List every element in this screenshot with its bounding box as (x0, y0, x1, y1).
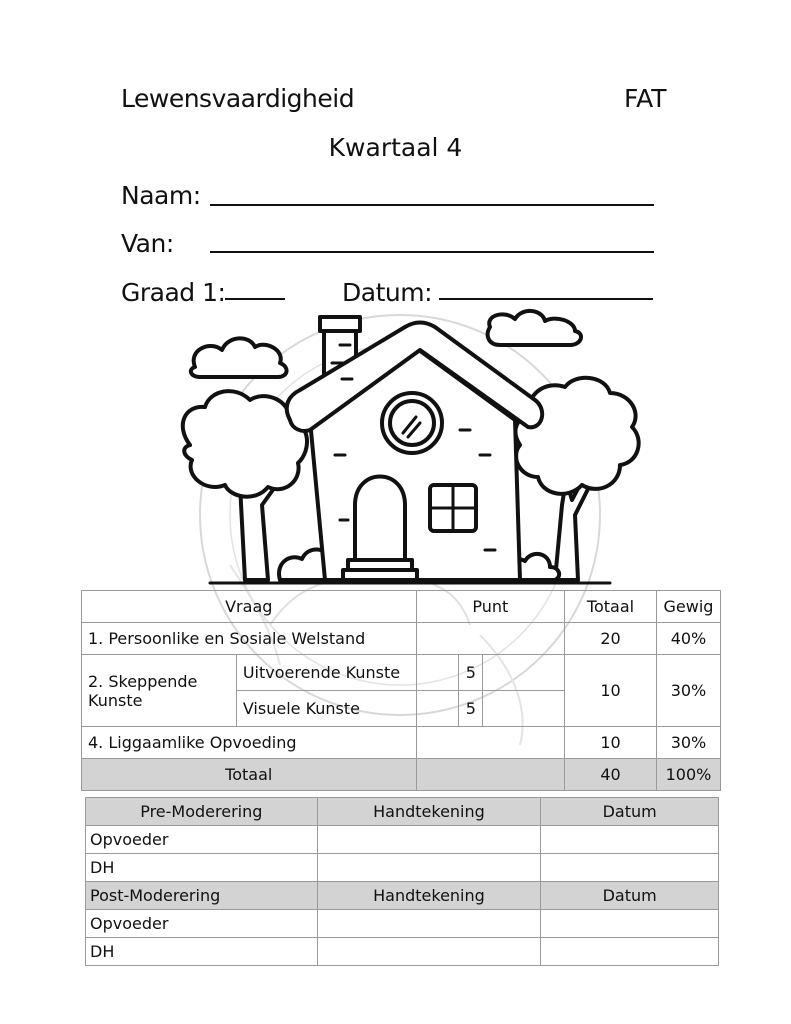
house-illustration-icon (150, 305, 650, 595)
table-row (86, 854, 719, 882)
total-label: Totaal (82, 759, 417, 791)
header-points: Punt (416, 591, 565, 623)
question-cell: 4. Liggaamlike Opvoeding (82, 727, 417, 759)
total-row (82, 759, 721, 791)
total-points-cell[interactable] (416, 759, 565, 791)
date-label: Datum: (342, 278, 432, 307)
grand-weight-cell: 100% (656, 759, 720, 791)
signature-header: Handtekening (317, 798, 541, 826)
header-weight: Gewig (656, 591, 720, 623)
weight-cell: 30% (656, 727, 720, 759)
grade-line[interactable] (225, 298, 285, 300)
marks-table (81, 590, 721, 791)
table-row (86, 910, 719, 938)
signature-cell[interactable] (317, 826, 541, 854)
moderation-table (85, 797, 719, 966)
subsection-cell: Visuele Kunste (236, 691, 416, 727)
date-cell[interactable] (541, 854, 719, 882)
surname-label: Van: (121, 229, 174, 258)
pre-moderation-label: Pre-Moderering (86, 798, 318, 826)
signature-cell[interactable] (317, 910, 541, 938)
date-header: Datum (541, 882, 719, 910)
table-row (82, 655, 721, 691)
points-right-cell (483, 655, 565, 691)
header-total: Totaal (565, 591, 657, 623)
points-left-cell (416, 655, 459, 691)
total-cell: 20 (565, 623, 657, 655)
points-cell: 5 (459, 691, 483, 727)
subject-title: Lewensvaardigheid (121, 84, 355, 113)
table-header-row (82, 591, 721, 623)
surname-line[interactable] (210, 251, 654, 253)
grand-total-cell: 40 (565, 759, 657, 791)
date-cell[interactable] (541, 938, 719, 966)
signature-cell[interactable] (317, 938, 541, 966)
educator-label: Opvoeder (86, 826, 318, 854)
date-header: Datum (541, 798, 719, 826)
date-cell[interactable] (541, 826, 719, 854)
weight-cell: 40% (656, 623, 720, 655)
term-title: Kwartaal 4 (328, 133, 463, 162)
points-cell[interactable] (416, 623, 565, 655)
header-question: Vraag (82, 591, 417, 623)
name-line[interactable] (210, 204, 654, 206)
dh-label: DH (86, 854, 318, 882)
points-right-cell (483, 691, 565, 727)
grade-label: Graad 1: (121, 278, 226, 307)
question-cell: 2. Skeppende Kunste (82, 655, 237, 727)
assessment-type: FAT (624, 84, 667, 113)
name-label: Naam: (121, 181, 201, 210)
weight-cell: 30% (656, 655, 720, 727)
post-moderation-header (86, 882, 719, 910)
date-cell[interactable] (541, 910, 719, 938)
total-cell: 10 (565, 727, 657, 759)
table-row (86, 826, 719, 854)
question-cell: 1. Persoonlike en Sosiale Welstand (82, 623, 417, 655)
table-row (82, 623, 721, 655)
pre-moderation-header (86, 798, 719, 826)
dh-label: DH (86, 938, 318, 966)
signature-header: Handtekening (317, 882, 541, 910)
signature-cell[interactable] (317, 854, 541, 882)
post-moderation-label: Post-Moderering (86, 882, 318, 910)
date-line[interactable] (439, 298, 653, 300)
total-cell: 10 (565, 655, 657, 727)
table-row (82, 727, 721, 759)
points-cell: 5 (459, 655, 483, 691)
points-left-cell (416, 691, 459, 727)
subsection-cell: Uitvoerende Kunste (236, 655, 416, 691)
educator-label: Opvoeder (86, 910, 318, 938)
table-row (86, 938, 719, 966)
points-cell[interactable] (416, 727, 565, 759)
